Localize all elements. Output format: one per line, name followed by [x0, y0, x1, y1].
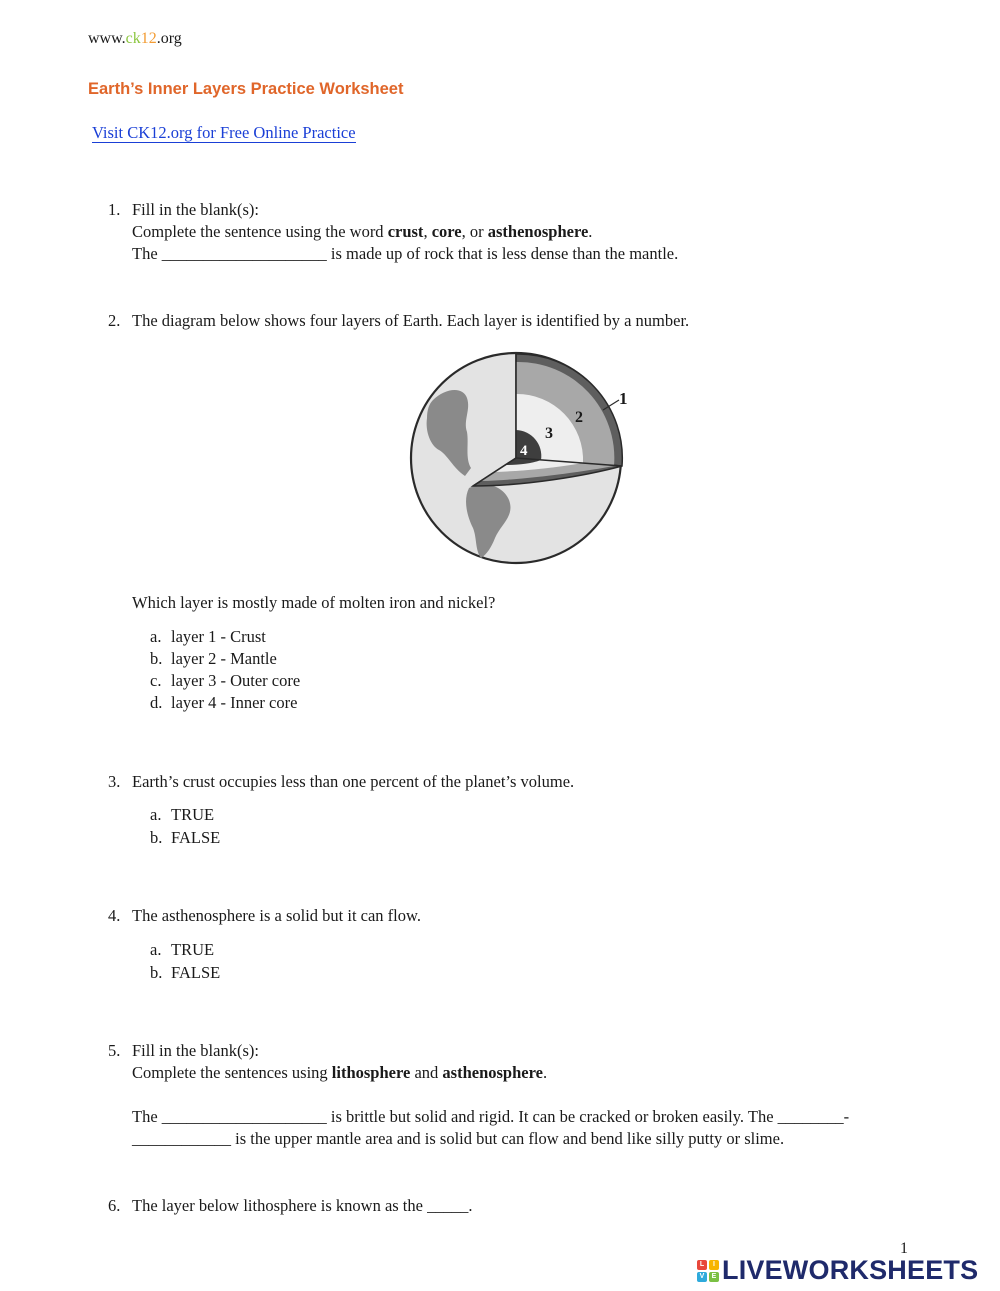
- diagram-label-3: 3: [545, 425, 553, 442]
- diagram-label-4: 4: [520, 443, 528, 459]
- diagram-label-1: 1: [619, 389, 628, 408]
- question-number: 1.: [108, 200, 121, 219]
- question-number: 4.: [108, 906, 121, 925]
- page-number: 1: [900, 1240, 908, 1257]
- practice-link[interactable]: Visit CK12.org for Free Online Practice: [92, 123, 356, 142]
- question-number: 6.: [108, 1196, 121, 1215]
- question-prompt: Complete the sentences using lithosphere and asthenosphere.: [132, 1063, 548, 1082]
- question-prompt: Complete the sentence using the word crust, core, or asthenosphere.: [132, 222, 593, 241]
- question-instruction: Fill in the blank(s):: [132, 1041, 259, 1060]
- logo-blocks-icon: L I V E: [697, 1260, 719, 1282]
- question-number: 3.: [108, 772, 121, 791]
- question-number: 5.: [108, 1041, 121, 1060]
- fill-blank-sentence[interactable]: The layer below lithosphere is known as the _____.: [132, 1196, 473, 1215]
- question-text: Earth’s crust occupies less than one percent of the planet’s volume.: [132, 772, 575, 791]
- page-title: Earth’s Inner Layers Practice Worksheet: [88, 80, 404, 98]
- question-instruction: Fill in the blank(s):: [132, 200, 259, 219]
- fill-blank-sentence-continued[interactable]: ____________ is the upper mantle area and is solid but can flow and bend like silly putty or slime.: [132, 1129, 785, 1148]
- question-text: The diagram below shows four layers of Earth. Each layer is identified by a number.: [132, 311, 690, 330]
- site-url: www.ck12.org: [88, 30, 182, 47]
- fill-blank-sentence[interactable]: The ____________________ is made up of rock that is less dense than the mantle.: [132, 244, 679, 263]
- earth-layers-diagram: [405, 348, 645, 570]
- diagram-label-2: 2: [575, 409, 583, 426]
- fill-blank-sentence[interactable]: The ____________________ is brittle but solid and rigid. It can be cracked or broken easily. The ________-: [132, 1107, 850, 1126]
- liveworksheets-logo: [697, 1255, 978, 1286]
- question-prompt: Which layer is mostly made of molten iron and nickel?: [132, 593, 496, 612]
- logo-wordmark: LIVEWORKSHEETS: [722, 1255, 979, 1285]
- question-number: 2.: [108, 311, 121, 330]
- question-text: The asthenosphere is a solid but it can flow.: [132, 906, 421, 925]
